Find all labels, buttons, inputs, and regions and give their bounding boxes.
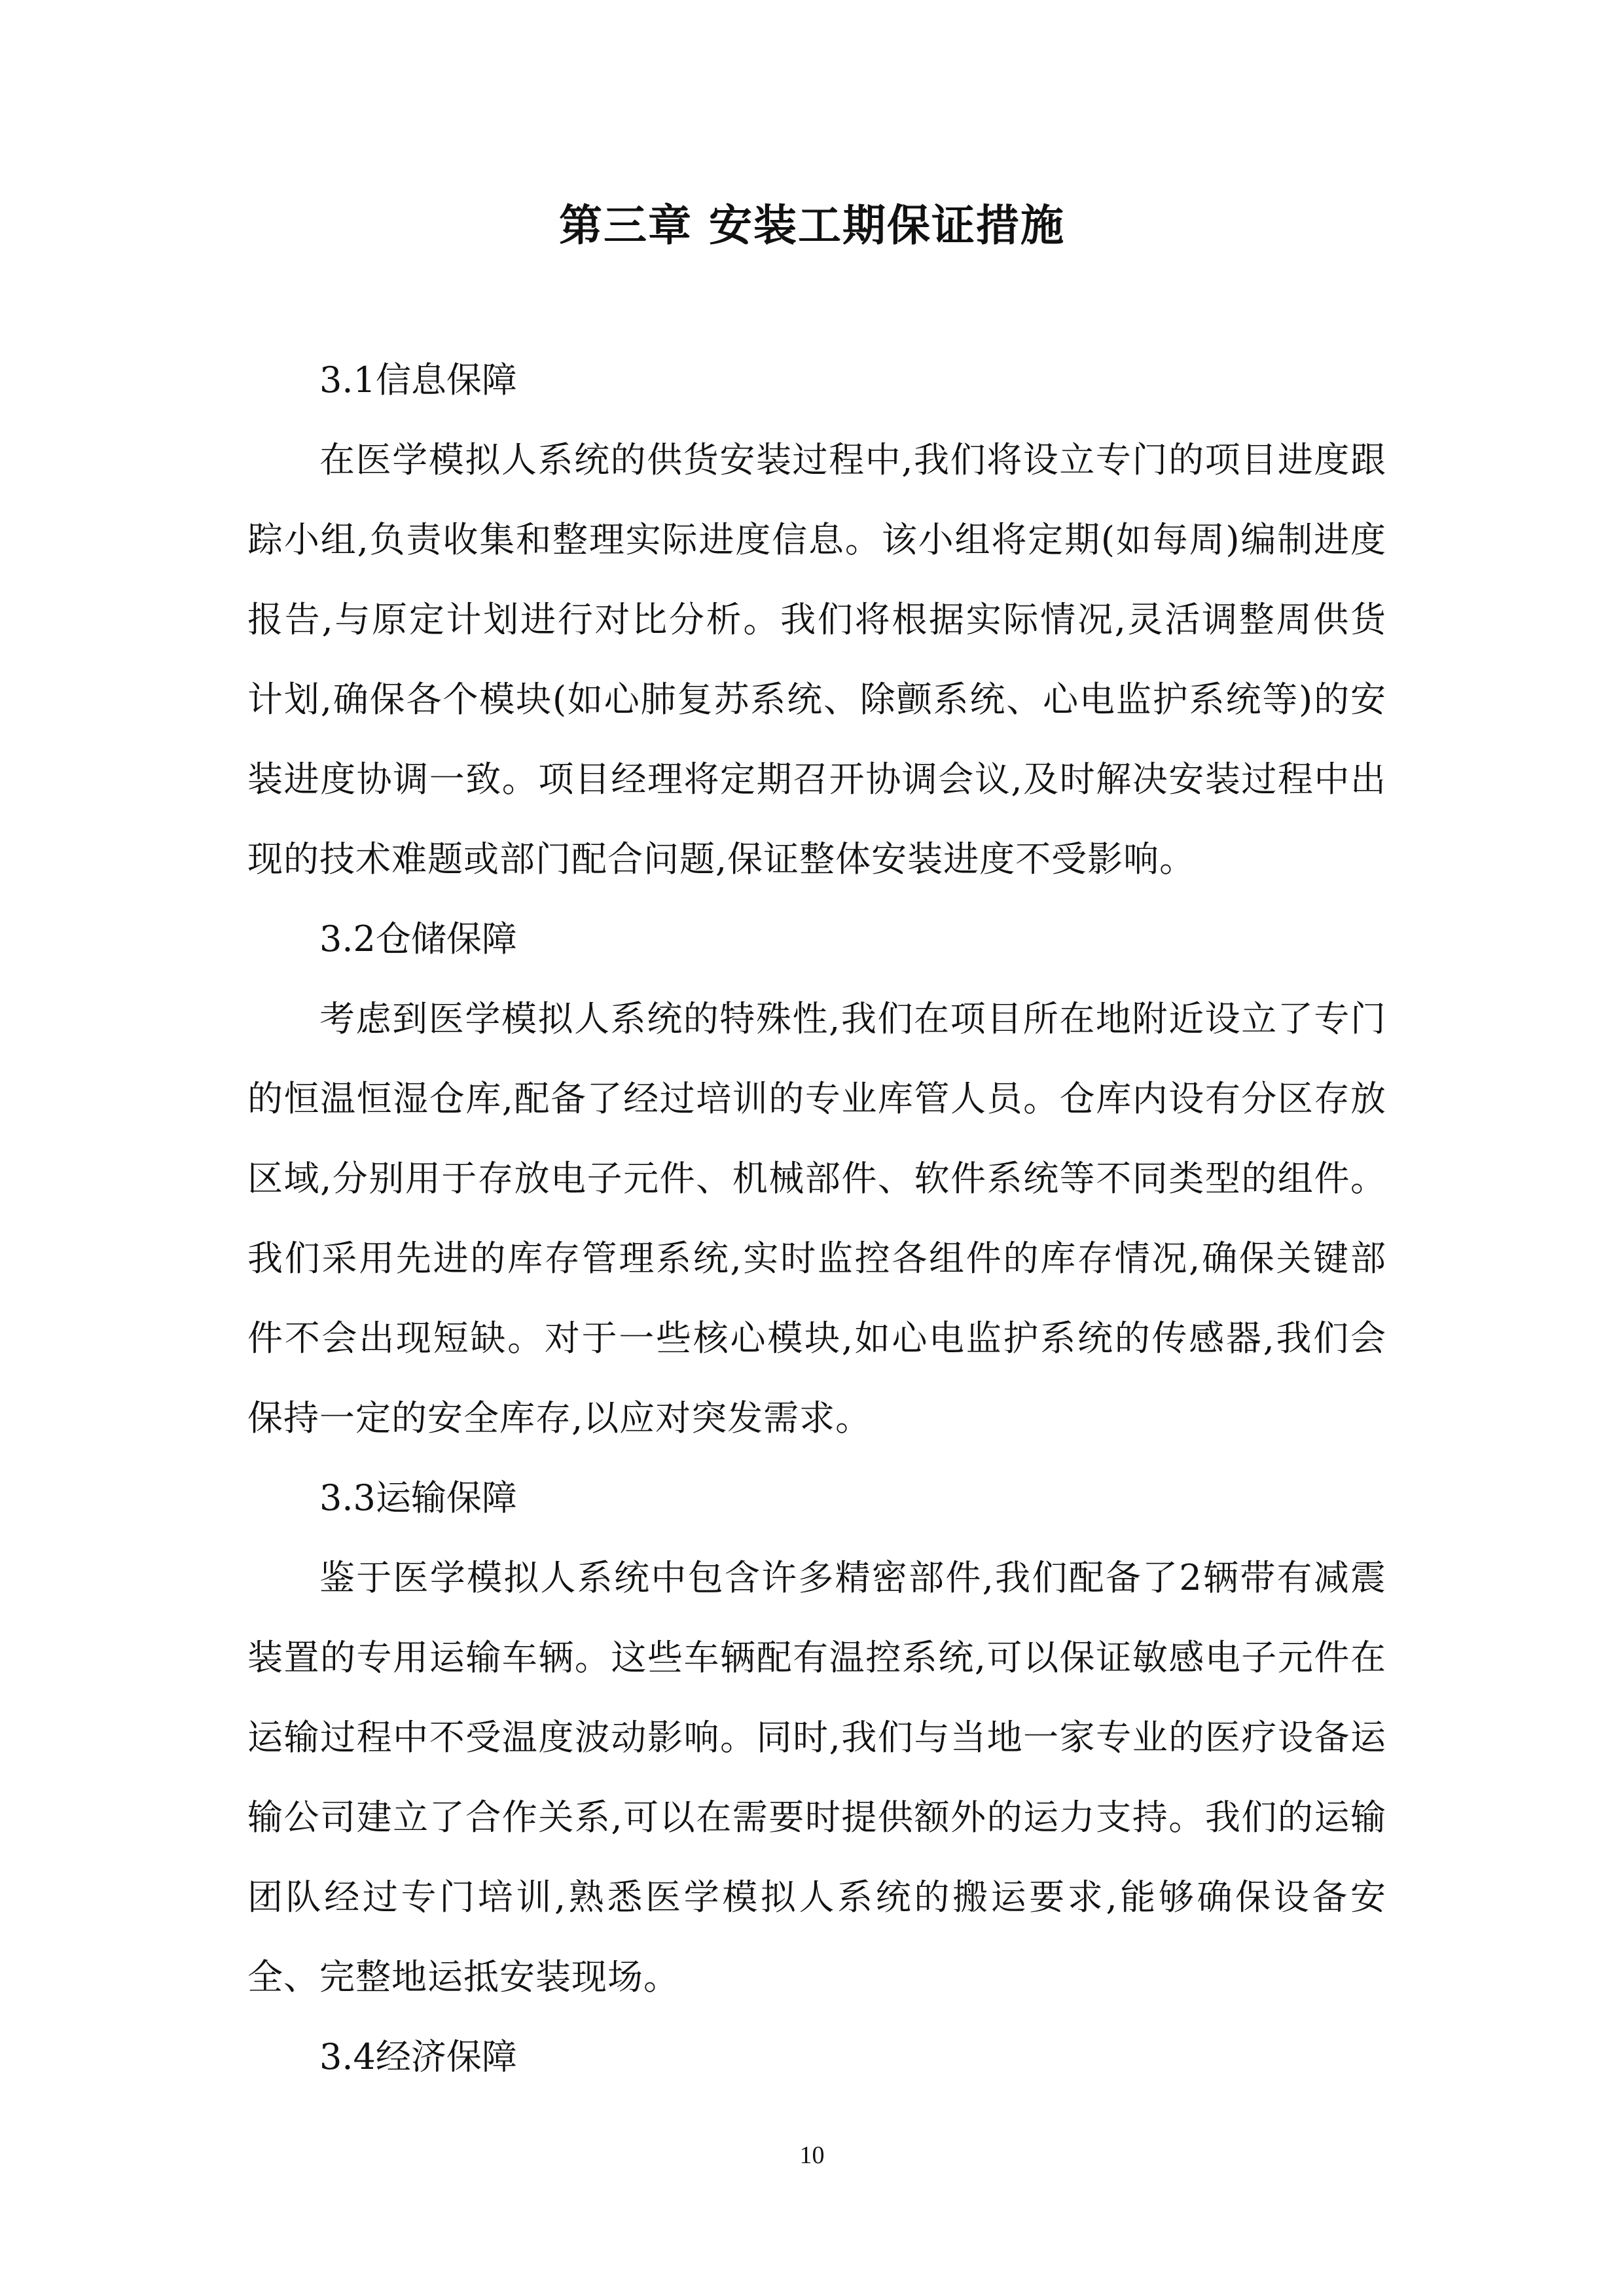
section-heading-info: 3.1信息保障: [319, 359, 517, 401]
section-paragraph-transport: 鉴于医学模拟人系统中包含许多精密部件,我们配备了2辆带有减震装置的专用运输车辆。这些车辆配有温控系统,可以保证敏感电子元件在运输过程中不受温度波动影响。同时,我们与当地一家专业的医疗设备运输公司建立了合作关系,可以在需要时提供额外的运力支持。我们的运输团队经过专门培训,熟悉医学模拟人系统的搬运要求,能够确保设备安全、完整地运抵安装现场。: [247, 1557, 1386, 1998]
section-heading-economic: 3.4经济保障: [319, 2036, 517, 2077]
section-paragraph-info: 在医学模拟人系统的供货安装过程中,我们将设立专门的项目进度跟踪小组,负责收集和整理实际进度信息。该小组将定期(如每周)编制进度报告,与原定计划进行对比分析。我们将根据实际情况,灵活调整周供货计划,确保各个模块(如心肺复苏系统、除颤系统、心电监护系统等)的安装进度协调一致。项目经理将定期召开协调会议,及时解决安装过程中出现的技术难题或部门配合问题,保证整体安装进度不受影响。: [247, 439, 1386, 880]
section-heading-transport: 3.3运输保障: [319, 1477, 517, 1518]
page-number: 10: [799, 2142, 825, 2169]
section-paragraph-storage: 考虑到医学模拟人系统的特殊性,我们在项目所在地附近设立了专门的恒温恒湿仓库,配备了经过培训的专业库管人员。仓库内设有分区存放区域,分别用于存放电子元件、机械部件、软件系统等不同类型的组件。我们采用先进的库存管理系统,实时监控各组件的库存情况,确保关键部件不会出现短缺。对于一些核心模块,如心电监护系统的传感器,我们会保持一定的安全库存,以应对突发需求。: [247, 998, 1386, 1439]
chapter-title: 第三章 安装工期保证措施: [559, 200, 1065, 251]
document-body: [247, 340, 1386, 2097]
section-heading-storage: 3.2仓储保障: [319, 918, 517, 960]
